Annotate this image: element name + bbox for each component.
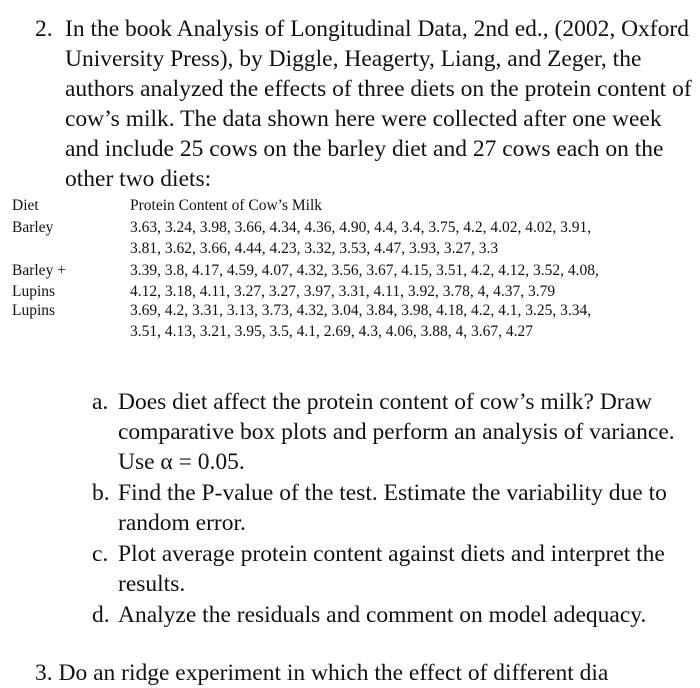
question-text: Plot average protein content against diets and interpret the results. bbox=[118, 541, 665, 597]
diet-label bbox=[12, 218, 122, 239]
question-letter: d. bbox=[92, 602, 110, 628]
values-line: 4.12, 3.18, 4.11, 3.27, 3.27, 3.97, 3.31, 4.11, 3.92, 3.78, 4, 4.37, 3.79 bbox=[130, 282, 556, 300]
content-column-header: Protein Content of Cow’s Milk bbox=[130, 197, 323, 214]
diet-label-line: Barley + bbox=[12, 262, 66, 279]
protein-values bbox=[130, 261, 692, 302]
protein-values bbox=[130, 301, 692, 342]
diet-column-header: Diet bbox=[12, 197, 39, 214]
diet-label-line: Lupins bbox=[12, 302, 56, 319]
table-row bbox=[12, 218, 692, 261]
question-letter: b. bbox=[92, 480, 110, 506]
problem-2 bbox=[35, 14, 695, 194]
values-line: 3.51, 4.13, 3.21, 3.95, 3.5, 4.1, 2.69, 4.3, 4.06, 3.88, 4, 3.67, 4.27 bbox=[130, 322, 533, 340]
values-line: 3.81, 3.62, 3.66, 4.44, 4.23, 3.32, 3.53, 4.47, 3.93, 3.27, 3.3 bbox=[130, 239, 499, 257]
values-line: 3.39, 3.8, 4.17, 4.59, 4.07, 4.32, 3.56, 3.67, 4.15, 3.51, 4.2, 4.12, 3.52, 4.08, bbox=[130, 262, 599, 279]
diet-label-line: Barley bbox=[12, 219, 54, 236]
protein-values bbox=[130, 218, 692, 259]
problem-number: 2. bbox=[35, 16, 53, 42]
question-c bbox=[92, 539, 697, 599]
question-text: Find the P-value of the test. Estimate the variability due to random error. bbox=[118, 480, 667, 536]
table-header bbox=[12, 196, 692, 218]
values-line: 3.69, 4.2, 3.31, 3.13, 3.73, 4.32, 3.04, 3.84, 3.98, 4.18, 4.2, 4.1, 3.25, 3.34, bbox=[130, 302, 592, 319]
table-row bbox=[12, 301, 692, 342]
next-problem-cutoff: 3. Do an ridge experiment in which the effect of different dia bbox=[35, 660, 609, 686]
problem-text: In the book Analysis of Longitudinal Data, 2nd ed., (2002, Oxford University Press), by Diggle, Heagerty, Liang, and Zeger, the authors analyzed the effects of three diets on the protein content of cow’s milk. The data shown here were collected after one week and include 25 cows on the barley diet and 27 cows each on the other two diets: bbox=[65, 16, 692, 192]
question-letter: a. bbox=[92, 389, 109, 415]
question-text: Does diet affect the protein content of cow’s milk? Draw comparative box plots and perform an analysis of variance. Use α = 0.05. bbox=[118, 389, 675, 475]
values-line: 3.63, 3.24, 3.98, 3.66, 4.34, 4.36, 4.90, 4.4, 3.4, 3.75, 4.2, 4.02, 4.02, 3.91, bbox=[130, 219, 592, 236]
diet-label-line: Lupins bbox=[12, 282, 56, 300]
diet-label bbox=[12, 261, 122, 302]
protein-data-table bbox=[12, 196, 692, 342]
question-text: Analyze the residuals and comment on model adequacy. bbox=[118, 602, 647, 628]
question-letter: c. bbox=[92, 541, 109, 567]
question-list bbox=[92, 387, 697, 631]
question-d bbox=[92, 600, 697, 630]
question-a bbox=[92, 387, 697, 477]
question-b bbox=[92, 478, 697, 538]
table-row bbox=[12, 261, 692, 301]
diet-label bbox=[12, 301, 122, 322]
